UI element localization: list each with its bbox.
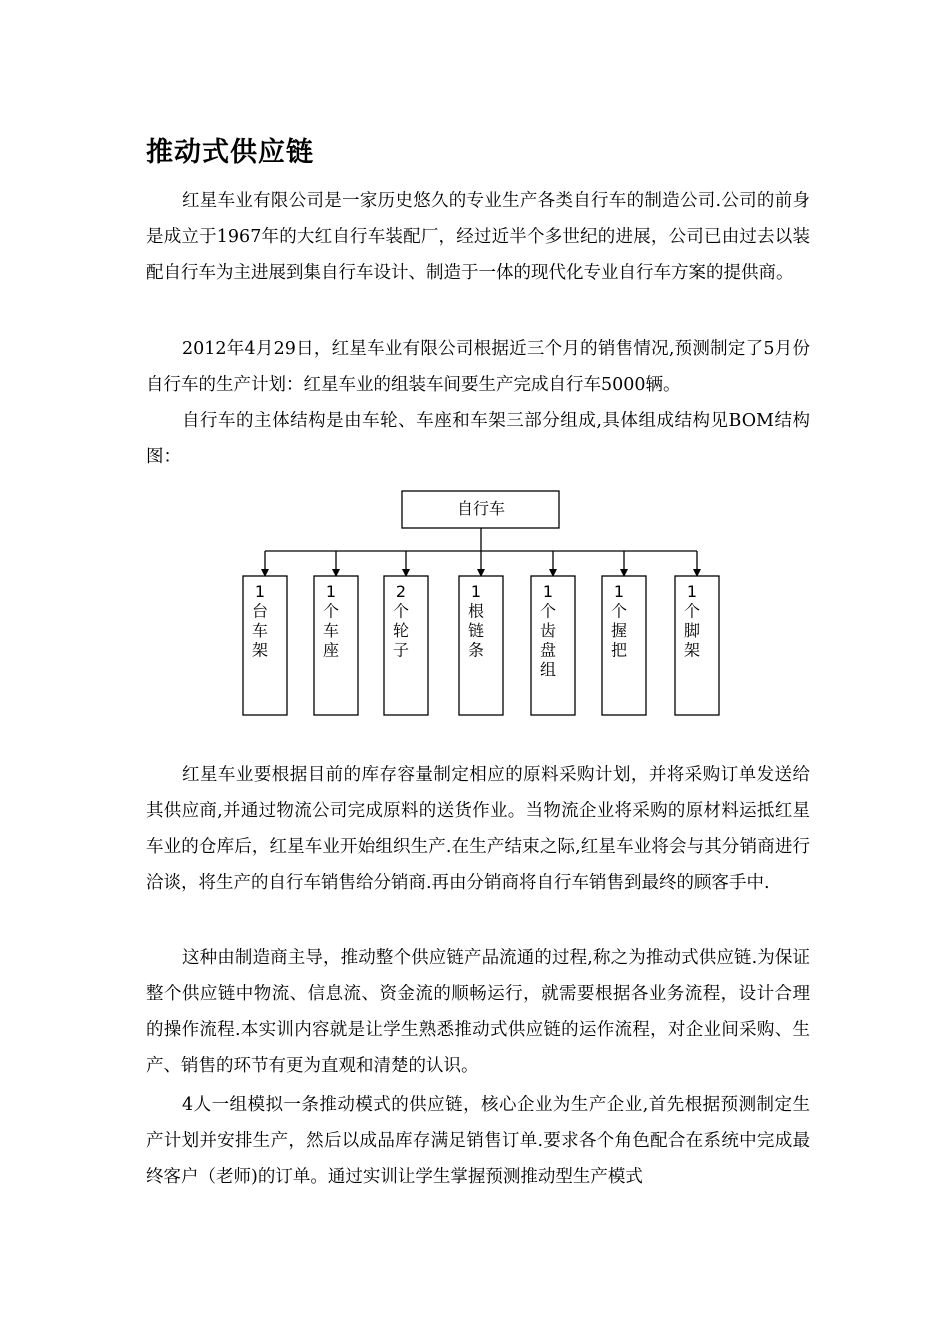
bom-child-label-char: 架 — [251, 640, 269, 660]
bom-child-label-char: 1 — [470, 582, 482, 601]
bom-child-label-char: 盘 — [539, 640, 557, 660]
bom-root-label: 自行车 — [456, 499, 506, 518]
bom-child-label-char: 条 — [467, 640, 485, 660]
bom-child-label-char: 链 — [467, 621, 485, 640]
paragraph-training-task: 4人一组模拟一条推动模式的供应链，核心企业为生产企业,首先根据预测制定生产计划并安排生产，然后以成品库存满足销售订单.要求各个角色配合在系统中完成最终客户（老师)的订单。通过实训让学生掌握预测推动型生产模式 — [146, 1095, 810, 1187]
paragraph-bom-intro: 自行车的主体结构是由车轮、车座和车架三部分组成,具体组成结构见BOM结构图： — [146, 411, 810, 467]
paragraph-production-plan: 2012年4月29日，红星车业有限公司根据近三个月的销售情况,预测制定了5月份自行车的生产计划：红星车业的组装车间要生产完成自行车5000辆。 — [146, 339, 810, 395]
bom-child-label-char: 座 — [322, 640, 340, 660]
bom-child-label-char: 脚 — [683, 621, 701, 640]
bom-child-label-char: 2 — [395, 582, 407, 601]
bom-child-label-char: 1 — [542, 582, 554, 601]
bom-child-label-char: 轮 — [392, 621, 410, 640]
bom-child-label-char: 子 — [392, 640, 410, 660]
bom-child-label-char: 齿 — [539, 621, 557, 640]
bom-child-label-char: 组 — [539, 660, 557, 679]
bom-child-label-char: 握 — [610, 621, 628, 640]
bom-child-label-char: 车 — [322, 621, 340, 640]
bom-child-label-char: 根 — [467, 601, 485, 621]
bom-child-label-char: 把 — [610, 640, 628, 660]
bom-child-label-char: 1 — [686, 582, 698, 601]
bom-child-label-char: 个 — [610, 601, 628, 621]
bom-child-label-char: 个 — [539, 601, 557, 621]
bom-child-label-char: 个 — [683, 601, 701, 621]
bom-child-label-char: 1 — [254, 582, 266, 601]
paragraph-company-intro: 红星车业有限公司是一家历史悠久的专业生产各类自行车的制造公司.公司的前身是成立于1967年的大红自行车装配厂，经过近半个多世纪的进展，公司已由过去以装配自行车为主进展到集自行车设计、制造于一体的现代化专业自行车方案的提供商。 — [146, 191, 810, 283]
bom-child-label-char: 台 — [251, 601, 269, 621]
bom-child-label-char: 1 — [613, 582, 625, 601]
bom-child-label-char: 车 — [251, 621, 269, 640]
bom-child-label-char: 个 — [322, 601, 340, 621]
paragraph-push-supply-chain: 这种由制造商主导，推动整个供应链产品流通的过程,称之为推动式供应链.为保证整个供应链中物流、信息流、资金流的顺畅运行，就需要根据各业务流程，设计合理的操作流程.本实训内容就是让学生熟悉推动式供应链的运作流程，对企业间采购、生产、销售的环节有更为直观和清楚的认识。 — [146, 948, 810, 1076]
bom-child-label-char: 架 — [683, 640, 701, 660]
bom-child-label-char: 个 — [392, 601, 410, 621]
bom-child-label-char: 1 — [325, 582, 337, 601]
page-title: 推动式供应链 — [146, 137, 314, 168]
paragraph-procurement: 红星车业要根据目前的库存容量制定相应的原料采购计划，并将采购订单发送给其供应商,并通过物流公司完成原料的送货作业。当物流企业将采购的原材料运抵红星车业的仓库后，红星车业开始组织生产.在生产结束之际,红星车业将会与其分销商进行洽谈，将生产的自行车销售给分销商.再由分销商将自行车销售到最终的顾客手中. — [146, 765, 810, 893]
